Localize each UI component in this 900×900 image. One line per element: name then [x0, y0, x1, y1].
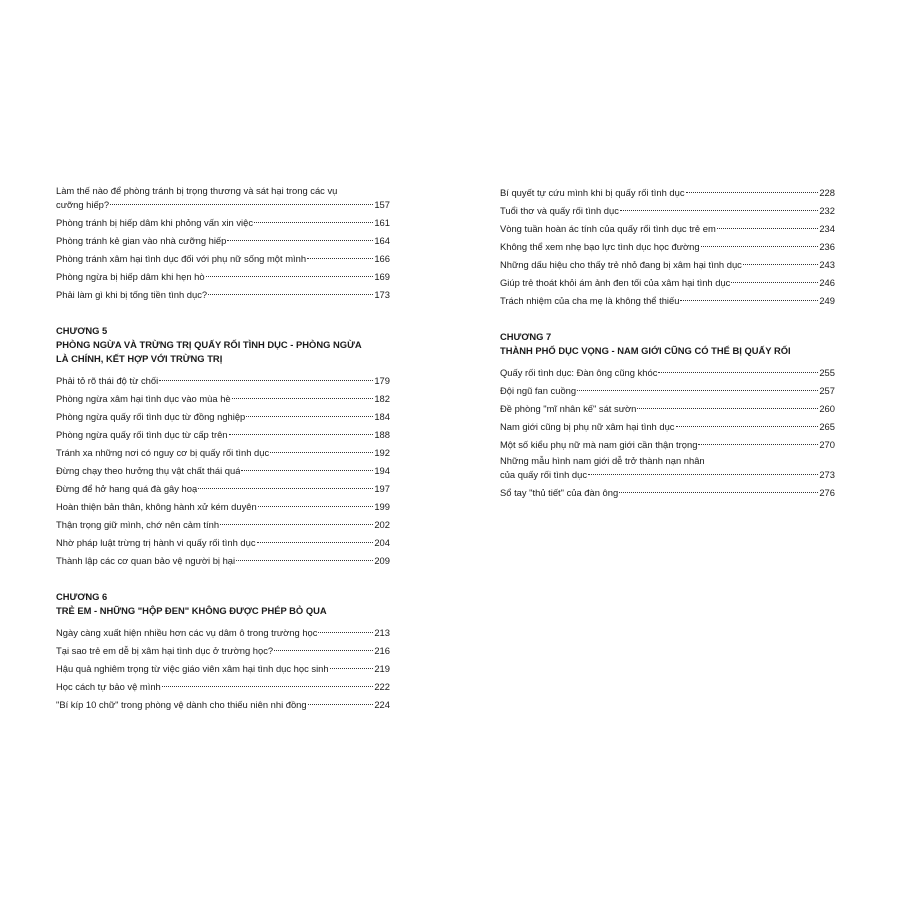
toc-entry-page: 188 [374, 429, 390, 440]
toc-entry[interactable] [500, 436, 835, 454]
toc-entry-page: 194 [374, 465, 390, 476]
toc-entry[interactable] [56, 678, 390, 696]
leader-dots [229, 434, 374, 435]
leader-dots [110, 204, 373, 205]
leader-dots [220, 524, 373, 525]
leader-dots [676, 426, 819, 427]
toc-entry-title: Đề phòng "mĩ nhân kế" sát sườn [500, 403, 637, 414]
toc-entry-page: 173 [374, 289, 390, 300]
toc-entry-page: 202 [374, 519, 390, 530]
leader-dots [307, 258, 373, 259]
leader-dots [241, 470, 373, 471]
leader-dots [258, 506, 374, 507]
toc-entry-page: 197 [374, 483, 390, 494]
toc-entry-title: Đừng để hở hang quá đà gây hoạ [56, 483, 198, 494]
chapter-title: PHÒNG NGỪA VÀ TRỪNG TRỊ QUẤY RỐI TÌNH DỤC - PHÒNG NGỪA [56, 339, 362, 350]
toc-entry-title: Phòng tránh kẻ gian vào nhà cưỡng hiếp [56, 235, 227, 246]
toc-entry-title: Những dấu hiệu cho thấy trẻ nhỏ đang bị xâm hại tình dục [500, 259, 742, 270]
leader-dots [254, 222, 373, 223]
chapter-6-entries [56, 624, 390, 714]
leader-dots [686, 192, 819, 193]
toc-entry[interactable] [56, 534, 390, 552]
chapter-number: CHƯƠNG 5 [56, 325, 108, 336]
toc-entry-title: Quấy rối tình dục: Đàn ông cũng khóc [500, 367, 658, 378]
toc-entry-title: Đội ngũ fan cuồng [500, 385, 577, 396]
toc-entry[interactable] [56, 214, 390, 232]
toc-entry[interactable] [56, 498, 390, 516]
toc-entry-title: Ngày càng xuất hiện nhiều hơn các vụ dâm ô trong trường học [56, 627, 318, 638]
toc-entry[interactable] [500, 484, 835, 502]
leader-dots [619, 492, 818, 493]
leader-dots [236, 560, 373, 561]
toc-entry[interactable] [56, 184, 390, 214]
chapter-7-heading [500, 330, 835, 358]
leader-dots [246, 416, 373, 417]
leader-dots [658, 372, 818, 373]
leader-dots [731, 282, 818, 283]
chapter-number: CHƯƠNG 7 [500, 331, 552, 342]
toc-entry-page: 232 [819, 205, 835, 216]
toc-entry[interactable] [56, 286, 390, 304]
toc-entry-title: Những mẫu hình nam giới dễ trở thành nạn nhân [500, 455, 705, 466]
toc-entry-title: Nhờ pháp luật trừng trị hành vi quấy rối tình dục [56, 537, 256, 548]
toc-entry-page: 265 [819, 421, 835, 432]
toc-entry[interactable] [56, 232, 390, 250]
toc-entry-title: Giúp trẻ thoát khỏi ám ảnh đen tối của xâm hại tình dục [500, 277, 731, 288]
toc-entry-title: Làm thế nào để phòng tránh bị trọng thương và sát hại trong các vụ [56, 185, 338, 196]
leader-dots [208, 294, 373, 295]
toc-intro-section [56, 184, 390, 304]
toc-entry[interactable] [56, 250, 390, 268]
toc-entry-page: 255 [819, 367, 835, 378]
chapter-6-heading [56, 590, 390, 618]
toc-entry-page: 164 [374, 235, 390, 246]
chapter-number: CHƯƠNG 6 [56, 591, 108, 602]
toc-entry[interactable] [56, 372, 390, 390]
toc-entry-page: 222 [374, 681, 390, 692]
toc-entry-page: 213 [374, 627, 390, 638]
leader-dots [588, 474, 818, 475]
toc-entry[interactable] [500, 184, 835, 202]
leader-dots [330, 668, 374, 669]
toc-entry-title: Thành lập các cơ quan bảo vệ người bị hại [56, 555, 236, 566]
toc-entry[interactable] [500, 418, 835, 436]
leader-dots [318, 632, 373, 633]
toc-entry-page: 184 [374, 411, 390, 422]
toc-entry-title: Tại sao trẻ em dễ bị xâm hại tình dục ở trường học? [56, 645, 274, 656]
chapter-7-entries [500, 364, 835, 502]
toc-entry-title: Tránh xa những nơi có nguy cơ bị quấy rối tình dục [56, 447, 270, 458]
toc-entry-title: Thận trọng giữ mình, chớ nên cảm tính [56, 519, 220, 530]
toc-entry-title: Phòng ngừa bị hiếp dâm khi hẹn hò [56, 271, 205, 282]
leader-dots [274, 650, 373, 651]
leader-dots [162, 686, 374, 687]
toc-entry-title: Vòng tuần hoàn ác tính của quấy rối tình dục trẻ em [500, 223, 716, 234]
toc-entry-page: 199 [374, 501, 390, 512]
chapter-title: TRẺ EM - NHỮNG "HỘP ĐEN" KHÔNG ĐƯỢC PHÉP BỎ QUA [56, 605, 327, 616]
toc-entry-page: 243 [819, 259, 835, 270]
toc-entry-title: Hoàn thiện bản thân, không hành xử kém duyên [56, 501, 257, 512]
toc-entry-title: Một số kiểu phụ nữ mà nam giới cần thận trọng [500, 439, 698, 450]
leader-dots [257, 542, 374, 543]
toc-entry-page: 204 [374, 537, 390, 548]
leader-dots [159, 380, 373, 381]
toc-entry-title: Phòng tránh xâm hại tình dục đối với phụ nữ sống một mình [56, 253, 307, 264]
toc-entry[interactable] [500, 382, 835, 400]
toc-entry-page: 273 [819, 469, 835, 480]
toc-entry[interactable] [56, 390, 390, 408]
toc-entry-title: Hậu quả nghiêm trọng từ việc giáo viên xâm hại tình dục học sinh [56, 663, 329, 674]
leader-dots [637, 408, 818, 409]
toc-entry[interactable] [56, 268, 390, 286]
toc-entry[interactable] [56, 660, 390, 678]
toc-entry-title: "Bí kíp 10 chữ" trong phòng vệ dành cho thiếu niên nhi đồng [56, 699, 307, 710]
leader-dots [227, 240, 373, 241]
toc-entry[interactable] [500, 220, 835, 238]
toc-entry-page: 249 [819, 295, 835, 306]
toc-intro-section [500, 184, 835, 310]
toc-entry[interactable] [56, 408, 390, 426]
toc-entry[interactable] [56, 624, 390, 642]
chapter-title: THÀNH PHỐ DỤC VỌNG - NAM GIỚI CŨNG CÓ THỂ BỊ QUẤY RỐI [500, 345, 791, 356]
toc-entry-title-cont: của quấy rối tình dục [500, 469, 588, 480]
toc-entry-page: 219 [374, 663, 390, 674]
toc-entry[interactable] [56, 696, 390, 714]
toc-entry-page: 216 [374, 645, 390, 656]
leader-dots [680, 300, 818, 301]
toc-entry-title: Phòng ngừa quấy rối tình dục từ cấp trên [56, 429, 228, 440]
chapter-5-entries [56, 372, 390, 570]
toc-entry-page: 209 [374, 555, 390, 566]
toc-entry[interactable] [56, 642, 390, 660]
toc-entry[interactable] [56, 462, 390, 480]
toc-entry-page: 161 [374, 217, 390, 228]
toc-entry-title-cont: cưỡng hiếp? [56, 199, 110, 210]
toc-entry[interactable] [56, 480, 390, 498]
leader-dots [743, 264, 818, 265]
toc-entry-page: 157 [374, 199, 390, 210]
toc-entry-title: Phòng ngừa quấy rối tình dục từ đồng nghiệp [56, 411, 246, 422]
toc-entry-title: Tuổi thơ và quấy rối tình dục [500, 205, 619, 216]
toc-entry-page: 276 [819, 487, 835, 498]
toc-entry[interactable] [56, 516, 390, 534]
toc-left-column [56, 184, 390, 714]
toc-entry-page: 260 [819, 403, 835, 414]
toc-entry-page: 192 [374, 447, 390, 458]
toc-entry-title: Nam giới cũng bị phụ nữ xâm hại tình dục [500, 421, 675, 432]
chapter-5-heading [56, 324, 390, 366]
toc-entry-page: 179 [374, 375, 390, 386]
toc-entry[interactable] [500, 454, 835, 484]
toc-entry-page: 228 [819, 187, 835, 198]
toc-entry[interactable] [500, 274, 835, 292]
leader-dots [270, 452, 373, 453]
toc-entry-title: Học cách tự bảo vệ mình [56, 681, 161, 692]
leader-dots [198, 488, 373, 489]
toc-entry-page: 236 [819, 241, 835, 252]
toc-right-column [500, 184, 835, 502]
toc-entry[interactable] [56, 426, 390, 444]
toc-entry-page: 234 [819, 223, 835, 234]
toc-entry-page: 169 [374, 271, 390, 282]
leader-dots [308, 704, 374, 705]
toc-entry-page: 166 [374, 253, 390, 264]
toc-entry-page: 224 [374, 699, 390, 710]
toc-entry-title: Đừng chạy theo hưởng thụ vật chất thái quá [56, 465, 241, 476]
leader-dots [698, 444, 818, 445]
toc-entry[interactable] [500, 400, 835, 418]
toc-entry[interactable] [56, 444, 390, 462]
toc-entry-title: Phải tỏ rõ thái độ từ chối [56, 375, 159, 386]
chapter-title-cont: LÀ CHÍNH, KẾT HỢP VỚI TRỪNG TRỊ [56, 353, 223, 364]
leader-dots [206, 276, 374, 277]
leader-dots [232, 398, 374, 399]
leader-dots [717, 228, 819, 229]
toc-entry[interactable] [500, 364, 835, 382]
leader-dots [620, 210, 818, 211]
toc-entry[interactable] [500, 256, 835, 274]
toc-entry-title: Không thể xem nhẹ bạo lực tình dục học đường [500, 241, 700, 252]
toc-entry-title: Trách nhiệm của cha mẹ là không thể thiếu [500, 295, 680, 306]
leader-dots [701, 246, 819, 247]
toc-entry-title: Phòng tránh bị hiếp dâm khi phỏng vấn xin việc [56, 217, 254, 228]
toc-entry[interactable] [500, 202, 835, 220]
toc-entry-title: Sổ tay "thủ tiết" của đàn ông [500, 487, 619, 498]
toc-entry-title: Phải làm gì khi bị tống tiền tình dục? [56, 289, 208, 300]
toc-entry[interactable] [500, 238, 835, 256]
toc-entry[interactable] [56, 552, 390, 570]
toc-entry-page: 246 [819, 277, 835, 288]
toc-entry-page: 270 [819, 439, 835, 450]
toc-entry[interactable] [500, 292, 835, 310]
toc-entry-title: Phòng ngừa xâm hại tình dục vào mùa hè [56, 393, 231, 404]
toc-entry-title: Bí quyết tự cứu mình khi bị quấy rối tình dục [500, 187, 685, 198]
leader-dots [577, 390, 818, 391]
toc-entry-page: 182 [374, 393, 390, 404]
toc-entry-page: 257 [819, 385, 835, 396]
